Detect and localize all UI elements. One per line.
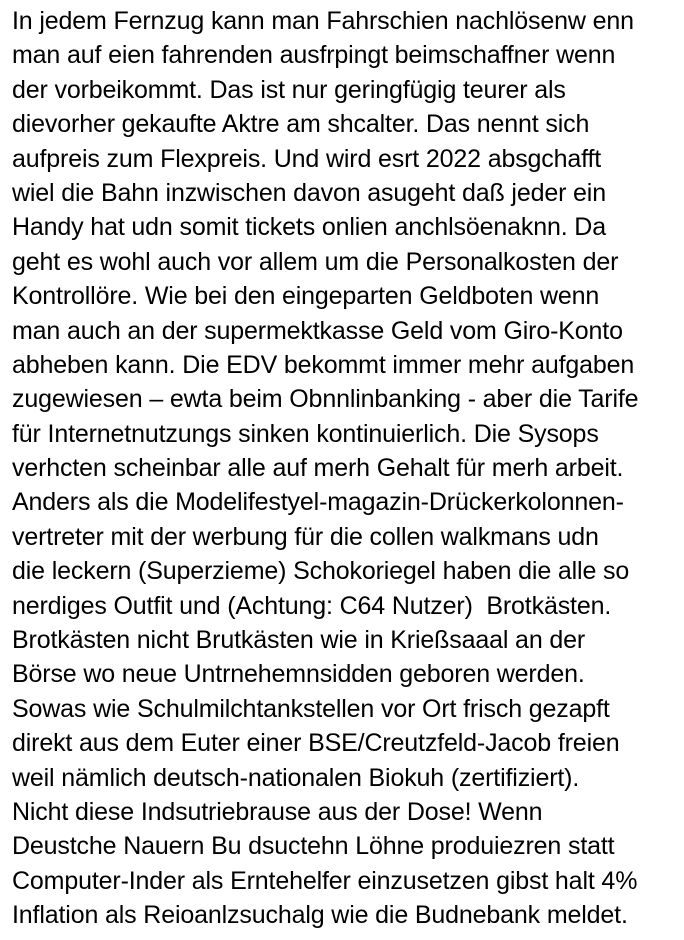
text-line: Börse wo neue Untrnehemnsidden geboren werden. <box>12 660 585 689</box>
text-line: Anders als die Modelifestyel-magazin-Drückerkolonnen- <box>12 488 624 517</box>
text-line: der vorbeikommt. Das ist nur geringfügig teurer als <box>12 75 566 104</box>
text-line: weil nämlich deutsch-nationalen Biokuh (zertifiziert). <box>12 763 580 792</box>
text-line: Nicht diese Indsutriebrause aus der Dose! Wenn <box>12 797 543 826</box>
text-line: abheben kann. Die EDV bekommt immer mehr aufgaben <box>12 350 635 379</box>
text-line: verhcten scheinbar alle auf merh Gehalt für merh arbeit. <box>12 454 624 483</box>
text-line: aufpreis zum Flexpreis. Und wird esrt 2022 absgchafft <box>12 144 602 173</box>
text-line: wiel die Bahn inzwischen davon asugeht daß jeder ein <box>12 178 606 207</box>
text-line: für Internetnutzungs sinken kontinuierlich. Die Sysops <box>12 419 599 448</box>
text-line: Computer-Inder als Erntehelfer einzusetzen gibst halt 4% <box>12 866 638 895</box>
text-line: Inflation als Reioanlzsuchalg wie die Budnebank meldet. <box>12 901 628 930</box>
text-line: Brotkästen nicht Brutkästen wie in Krießsaaal an der <box>12 626 586 655</box>
text-line: vertreter mit der werbung für die collen walkmans udn <box>12 522 599 551</box>
text-line: Deustche Nauern Bu dsuctehn Löhne produiezren statt <box>12 832 615 861</box>
text-line: die leckern (Superzieme) Schokoriegel haben die alle so <box>12 557 630 586</box>
text-line: Kontrollöre. Wie bei den eingeparten Geldboten wenn <box>12 282 600 311</box>
document-body-text <box>12 4 680 933</box>
text-line: zugewiesen – ewta beim Obnnlinbanking - aber die Tarife <box>12 385 639 414</box>
text-line: nerdiges Outfit und (Achtung: C64 Nutzer) Brotkästen. <box>12 591 612 620</box>
text-line: geht es wohl auch vor allem um die Personalkosten der <box>12 247 619 276</box>
text-line: man auch an der supermektkasse Geld vom Giro-Konto <box>12 316 623 345</box>
text-line: In jedem Fernzug kann man Fahrschien nachlösenw enn <box>12 7 634 35</box>
text-line: direkt aus dem Euter einer BSE/Creutzfeld-Jacob freien <box>12 729 620 758</box>
text-line: man auf eien fahrenden ausfrpingt beimschaffner wenn <box>12 41 616 70</box>
text-line: dievorher gekaufte Aktre am shcalter. Das nennt sich <box>12 110 590 139</box>
text-line: Handy hat udn somit tickets onlien anchlsöenaknn. Da <box>12 213 606 242</box>
text-line: Sowas wie Schulmilchtankstellen vor Ort frisch gezapft <box>12 694 610 723</box>
